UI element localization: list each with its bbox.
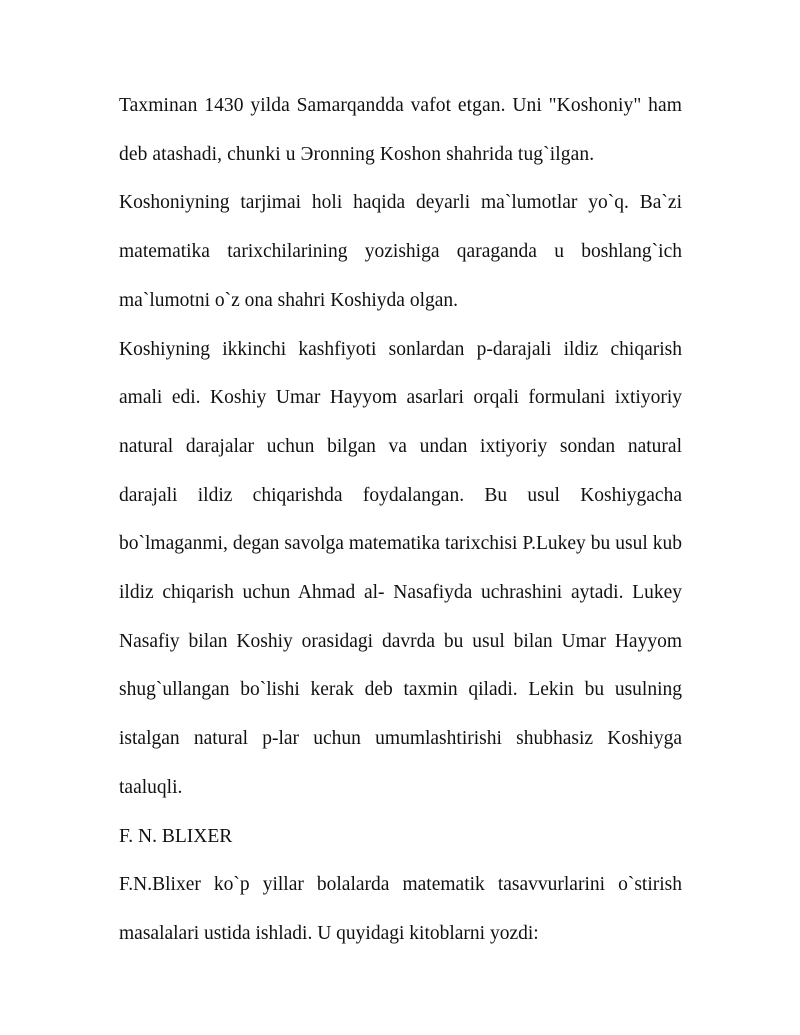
paragraph-blixer-books: F.N.Blixer ko`p yillar bolalarda matematik tasavvurlarini o`stirish masalalari ustida ishladi. U quyidagi kitoblarni yozdi: xyxy=(119,874,682,944)
paragraph-death-of-koshoniy: Taxminan 1430 yilda Samarqandda vafot etgan. Uni "Koshoniy" ham deb atashadi, chunki u Эronning Koshon shahrida tug`ilgan. xyxy=(119,95,682,165)
paragraph-biography: Koshoniyning tarjimai holi haqida deyarli ma`lumotlar yo`q. Ba`zi matematika tarixchilarining yozishiga qaraganda u boshlang`ich ma`lumotni o`z ona shahri Koshiyda olgan. xyxy=(119,192,682,311)
section-heading: F. N. BLIXER xyxy=(119,825,233,847)
document-page xyxy=(119,82,682,959)
paragraph-root-extraction: Koshiyning ikkinchi kashfiyoti sonlardan p-darajali ildiz chiqarish amali edi. Koshiy Umar Hayyom asarlari orqali formulani ixtiyoriy natural darajalar uchun bilgan va undan ixtiyoriy sondan natural darajali ildiz chiqarishda foydalangan. Bu usul Koshiygacha bo`lmaganmi, degan savolga matematika tarixchisi P.Lukey bu usul kub ildiz chiqarish uchun Ahmad al- Nasafiyda uchrashini aytadi. Lukey Nasafiy bilan Koshiy orasidagi davrda bu usul bilan Umar Hayyom shug`ullangan bo`lishi kerak deb taxmin qiladi. Lekin bu usulning istalgan natural p-lar uchun umumlashtirishi shubhasiz Koshiyga taaluqli. xyxy=(119,338,682,798)
